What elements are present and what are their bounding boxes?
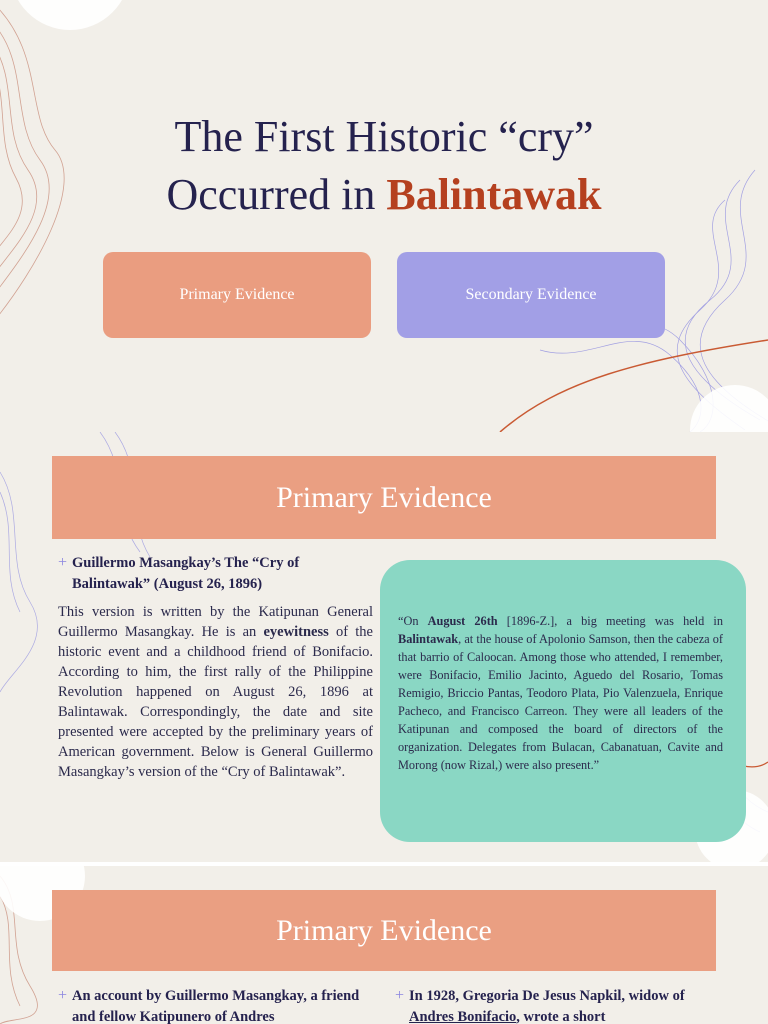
primary-evidence-slide xyxy=(0,432,768,862)
plus-icon: + xyxy=(395,987,405,1004)
primary-evidence-label: Primary Evidence xyxy=(179,286,295,303)
title-accent: Balintawak xyxy=(386,170,602,219)
secondary-evidence-label: Secondary Evidence xyxy=(465,286,597,303)
banner-title: Primary Evidence xyxy=(276,913,492,947)
bullet-item xyxy=(395,986,709,1024)
title-slide xyxy=(0,0,768,432)
quote-open: “On xyxy=(398,614,428,628)
primary-evidence-slide-2 xyxy=(0,866,768,1024)
para-text-2: of the historic event and a childhood friend of Bonifacio. According to him, the first rally of the Philippine Revolution happened on August 26, 1896 at Balintawak. Correspondingly, the date and site presented were accepted by the preliminary years of American government. Below is General Guillermo Masangkay’s version of the “Cry of Balintawak”. xyxy=(58,624,373,780)
banner-title: Primary Evidence xyxy=(276,480,492,514)
bullet-item xyxy=(58,986,362,1024)
bullet-text-1: In 1928, Gregoria De Jesus Napkil, widow of xyxy=(409,988,685,1004)
title-line-1: The First Historic “cry” xyxy=(174,112,594,161)
plus-icon: + xyxy=(58,987,68,1004)
para-bold: eyewitness xyxy=(263,624,329,640)
bullet-underlined-name: Andres Bonifacio xyxy=(409,1009,517,1024)
primary-evidence-button[interactable] xyxy=(103,252,371,338)
quote-bold-date: August 26th xyxy=(427,614,498,628)
title-line-2-prefix: Occurred in xyxy=(166,170,387,219)
page-title xyxy=(0,108,768,224)
bullet-text: Guillermo Masangkay’s The “Cry of Balintawak” (August 26, 1896) xyxy=(72,555,300,592)
quote-box xyxy=(380,560,746,842)
section-banner xyxy=(52,456,716,539)
para-text-1: This version is written by the Katipunan General Guillermo Masangkay. He is an xyxy=(58,604,373,640)
quote-text xyxy=(398,612,723,774)
bullet-text-2: , wrote a short xyxy=(516,1009,606,1024)
quote-rest: , at the house of Apolonio Samson, then the cabeza of that barrio of Caloocan. Among those who attended, I remember, were Bonifacio, Emilio Jacinto, Aguedo del Rosario, Tomas Remigio, Briccio Pantas, Teodoro Plata, Pio Valenzuela, Enrique Pacheco, and Francisco Carreon. They were all leaders of the Katipunan and composed the board of directors of the organization. Delegates from Bulacan, Cabanatuan, Cavite and Morong (now Rizal,) were also present.” xyxy=(398,632,723,772)
secondary-evidence-button[interactable] xyxy=(397,252,665,338)
section-banner xyxy=(52,890,716,971)
quote-bold-place: Balintawak xyxy=(398,632,459,646)
bullet-item xyxy=(58,553,372,595)
plus-icon: + xyxy=(58,554,68,571)
bullet-text: An account by Guillermo Masangkay, a friend and fellow Katipunero of Andres xyxy=(72,988,360,1024)
body-paragraph xyxy=(58,602,373,782)
quote-mid: [1896-Z.], a big meeting was held in xyxy=(497,614,723,628)
